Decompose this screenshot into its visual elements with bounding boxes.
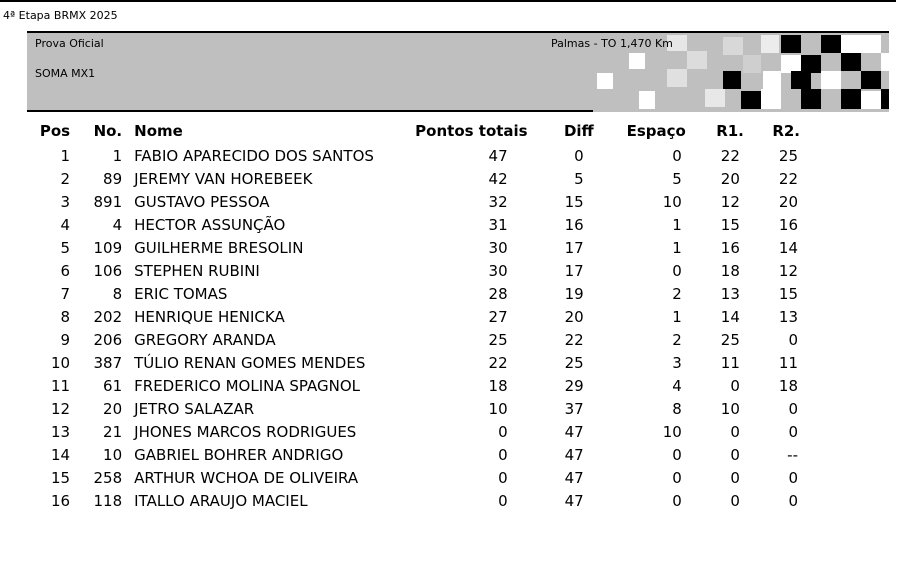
cell-race1: 13: [720, 284, 740, 303]
cell-total-points: 31: [488, 215, 508, 234]
cell-race1: 11: [720, 353, 740, 372]
cell-gap: 10: [662, 422, 682, 441]
cell-diff: 47: [564, 445, 584, 464]
cell-total-points: 27: [488, 307, 508, 326]
cell-gap: 2: [672, 284, 682, 303]
cell-name: [122, 420, 357, 443]
event-title: 4ª Etapa BRMX 2025: [0, 0, 896, 31]
cell-race1: 18: [720, 261, 740, 280]
cell-number: 206: [93, 330, 123, 349]
cell-race2: 11: [778, 353, 798, 372]
rider-name: GUSTAVO PESSOA: [134, 192, 270, 211]
cell-total-points: 42: [488, 169, 508, 188]
table-row: [0, 144, 800, 167]
cell-number: 10: [103, 445, 123, 464]
cell-number: 89: [103, 169, 123, 188]
cell-race2: 14: [778, 238, 798, 257]
rider-name: HENRIQUE HENICKA: [134, 307, 285, 326]
cell-diff: 5: [574, 169, 584, 188]
cell-total-points: 0: [498, 491, 508, 510]
cell-pos: 8: [60, 307, 71, 326]
cell-diff: 20: [564, 307, 584, 326]
cell-number: 109: [93, 238, 123, 257]
cell-diff: 0: [574, 146, 584, 165]
cell-total-points: 0: [498, 468, 508, 487]
cell-diff: 19: [564, 284, 584, 303]
cell-total-points: 28: [488, 284, 508, 303]
cell-pos: 2: [60, 169, 71, 188]
cell-race2: --: [787, 445, 798, 464]
cell-number: 891: [93, 192, 123, 211]
cell-total-points: 22: [488, 353, 508, 372]
cell-number: 61: [103, 376, 123, 395]
cell-pos: 15: [50, 468, 71, 487]
rider-name: ERIC TOMAS: [134, 284, 228, 303]
cell-race1: 22: [720, 146, 740, 165]
cell-race2: 25: [778, 146, 798, 165]
cell-race1: 25: [720, 330, 740, 349]
cell-pos: 11: [50, 376, 71, 395]
cell-race1: 0: [730, 445, 740, 464]
cell-gap: 4: [672, 376, 682, 395]
cell-name: [122, 167, 340, 190]
cell-diff: 17: [564, 261, 584, 280]
cell-gap: 0: [672, 468, 682, 487]
col-header-total-points: Pontos totais: [415, 122, 528, 140]
cell-race2: 13: [778, 307, 798, 326]
cell-race2: 22: [778, 169, 798, 188]
cell-pos: 12: [50, 399, 71, 418]
cell-race2: 15: [778, 284, 798, 303]
cell-name: [122, 351, 366, 374]
table-row: [0, 305, 800, 328]
cell-diff: 16: [564, 215, 584, 234]
cell-race2: 0: [788, 422, 798, 441]
cell-total-points: 10: [488, 399, 508, 418]
cell-pos: 7: [60, 284, 71, 303]
rider-name: FREDERICO MOLINA SPAGNOL: [134, 376, 360, 395]
rider-name: TÚLIO RENAN GOMES MENDES: [134, 353, 366, 372]
cell-race2: 0: [788, 491, 798, 510]
cell-gap: 3: [672, 353, 682, 372]
table-header-row: [0, 118, 800, 144]
cell-gap: 0: [672, 445, 682, 464]
cell-race1: 14: [720, 307, 740, 326]
cell-name: [122, 144, 374, 167]
cell-number: 1: [112, 146, 123, 165]
rider-name: STEPHEN RUBINI: [134, 261, 260, 280]
cell-name: [122, 282, 340, 305]
col-header-diff: Diff: [563, 122, 594, 140]
cell-total-points: 25: [488, 330, 508, 349]
cell-gap: 0: [672, 491, 682, 510]
cell-diff: 47: [564, 491, 584, 510]
col-header-number: No.: [93, 122, 123, 140]
cell-race1: 12: [720, 192, 740, 211]
cell-pos: 16: [50, 491, 71, 510]
cell-name: [122, 190, 340, 213]
cell-race1: 0: [730, 491, 740, 510]
cell-total-points: 0: [498, 422, 508, 441]
cell-total-points: 18: [488, 376, 508, 395]
cell-number: 4: [112, 215, 123, 234]
table-row: [0, 236, 800, 259]
cell-gap: 0: [672, 261, 682, 280]
rider-name: ITALLO ARAUJO MACIEL: [134, 491, 308, 510]
cell-diff: 47: [564, 468, 584, 487]
banner-location: Palmas - TO 1,470 Km: [551, 37, 673, 50]
cell-name: [122, 236, 340, 259]
cell-race1: 16: [720, 238, 740, 257]
cell-pos: 1: [60, 146, 71, 165]
cell-gap: 0: [672, 146, 682, 165]
cell-number: 202: [93, 307, 123, 326]
rider-name: FABIO APARECIDO DOS SANTOS: [134, 146, 374, 165]
cell-name: [122, 443, 344, 466]
cell-race1: 0: [730, 468, 740, 487]
results-table: [0, 118, 800, 512]
cell-race1: 15: [720, 215, 740, 234]
rider-name: GABRIEL BOHRER ANDRIGO: [134, 445, 344, 464]
cell-race2: 18: [778, 376, 798, 395]
cell-race2: 16: [778, 215, 798, 234]
cell-name: [122, 305, 340, 328]
cell-diff: 25: [564, 353, 584, 372]
cell-pos: 5: [60, 238, 71, 257]
col-header-name: Nome: [134, 122, 183, 140]
cell-name: [122, 259, 340, 282]
cell-number: 20: [103, 399, 123, 418]
cell-pos: 9: [60, 330, 71, 349]
col-header-race1: R1.: [716, 122, 744, 140]
cell-total-points: 0: [498, 445, 508, 464]
col-header-gap: Espaço: [626, 122, 686, 140]
table-row: [0, 328, 800, 351]
cell-name: [122, 213, 340, 236]
cell-gap: 5: [672, 169, 682, 188]
cell-gap: 1: [672, 307, 682, 326]
col-header-pos: Pos: [39, 122, 71, 140]
table-row: [0, 420, 800, 443]
cell-number: 258: [93, 468, 123, 487]
cell-total-points: 47: [488, 146, 508, 165]
table-row: [0, 190, 800, 213]
cell-pos: 6: [60, 261, 71, 280]
table-row: [0, 489, 800, 512]
cell-name: [122, 328, 340, 351]
cell-diff: 15: [564, 192, 584, 211]
cell-number: 21: [103, 422, 123, 441]
table-row: [0, 351, 800, 374]
cell-number: 106: [93, 261, 123, 280]
rider-name: GREGORY ARANDA: [134, 330, 276, 349]
cell-total-points: 32: [488, 192, 508, 211]
rider-name: JETRO SALAZAR: [134, 399, 255, 418]
table-row: [0, 443, 800, 466]
cell-total-points: 30: [488, 261, 508, 280]
banner-race-type: Prova Oficial: [35, 37, 104, 50]
rider-name: GUILHERME BRESOLIN: [134, 238, 304, 257]
table-row: [0, 466, 800, 489]
cell-name: [122, 489, 340, 512]
table-row: [0, 259, 800, 282]
table-row: [0, 282, 800, 305]
cell-pos: 13: [50, 422, 71, 441]
event-banner: [27, 31, 889, 112]
cell-number: 387: [93, 353, 123, 372]
table-row: [0, 374, 800, 397]
cell-gap: 10: [662, 192, 682, 211]
cell-total-points: 30: [488, 238, 508, 257]
cell-name: [122, 374, 360, 397]
banner-class: SOMA MX1: [35, 67, 96, 80]
rider-name: JHONES MARCOS RODRIGUES: [134, 422, 357, 441]
cell-race1: 0: [730, 422, 740, 441]
cell-gap: 2: [672, 330, 682, 349]
cell-race2: 0: [788, 399, 798, 418]
cell-gap: 1: [672, 215, 682, 234]
cell-pos: 3: [60, 192, 71, 211]
cell-diff: 17: [564, 238, 584, 257]
cell-race1: 20: [720, 169, 740, 188]
table-row: [0, 397, 800, 420]
cell-race1: 10: [720, 399, 740, 418]
cell-race2: 0: [788, 468, 798, 487]
cell-name: [122, 397, 340, 420]
cell-diff: 29: [564, 376, 584, 395]
cell-race2: 0: [788, 330, 798, 349]
cell-pos: 4: [60, 215, 71, 234]
cell-diff: 47: [564, 422, 584, 441]
rider-name: JEREMY VAN HOREBEEK: [134, 169, 313, 188]
cell-pos: 10: [50, 353, 71, 372]
col-header-race2: R2.: [772, 122, 800, 140]
rider-name: HECTOR ASSUNÇÃO: [134, 215, 286, 234]
cell-number: 118: [93, 491, 123, 510]
cell-race1: 0: [730, 376, 740, 395]
cell-race2: 20: [778, 192, 798, 211]
cell-diff: 37: [564, 399, 584, 418]
cell-race2: 12: [778, 261, 798, 280]
cell-gap: 8: [672, 399, 682, 418]
table-row: [0, 213, 800, 236]
cell-name: [122, 466, 359, 489]
cell-pos: 14: [50, 445, 71, 464]
cell-diff: 22: [564, 330, 584, 349]
rider-name: ARTHUR WCHOA DE OLIVEIRA: [134, 468, 359, 487]
table-row: [0, 167, 800, 190]
cell-number: 8: [112, 284, 123, 303]
cell-gap: 1: [672, 238, 682, 257]
